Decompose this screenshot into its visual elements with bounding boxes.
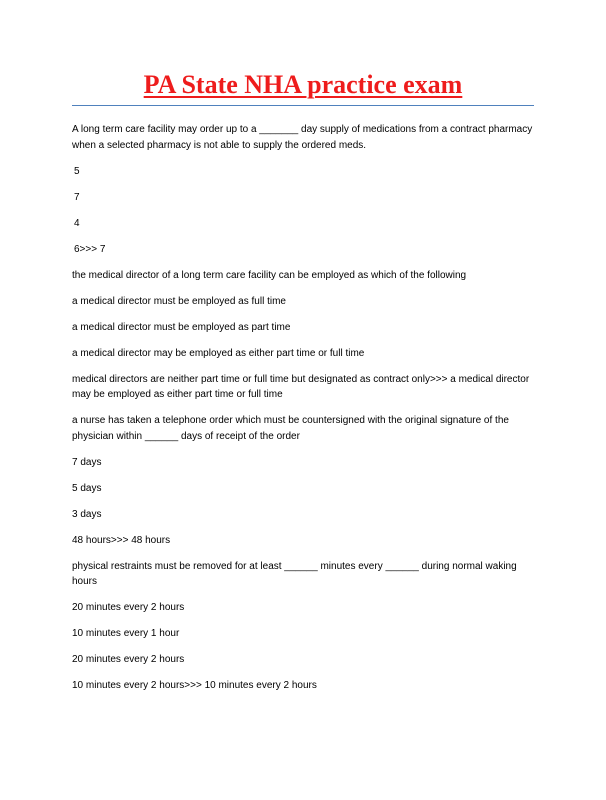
- question-3-option-3: 3 days: [72, 508, 102, 520]
- title-divider: [72, 105, 534, 106]
- question-3-prompt: a nurse has taken a telephone order which must be countersigned with the original signature of the physician within ______ days of receipt of the order: [72, 415, 512, 442]
- question-4-option-4-answer: 10 minutes every 2 hours>>> 10 minutes every 2 hours: [72, 680, 317, 691]
- question-1-prompt: A long term care facility may order up to a _______ day supply of medications from a contract pharmacy when a selected pharmacy is not able to supply the ordered meds.: [72, 124, 536, 151]
- question-3-option-4-answer: 48 hours>>> 48 hours: [72, 534, 171, 546]
- question-1-option-3: 4: [74, 217, 80, 229]
- question-list: [72, 122, 542, 704]
- question-1-option-4-answer: 6>>> 7: [74, 243, 106, 255]
- question-2-option-4-answer: medical directors are neither part time or full time but designated as contract only>>> a medical director may be employed as either part time or full time: [72, 373, 532, 400]
- question-2-option-2: a medical director must be employed as part time: [72, 321, 291, 333]
- document-title: PA State NHA practice exam: [143, 70, 463, 99]
- question-1-option-2: 7: [74, 191, 80, 203]
- question-3-option-2: 5 days: [72, 482, 102, 494]
- question-2-option-3: a medical director may be employed as either part time or full time: [72, 347, 365, 359]
- question-1-option-1: 5: [74, 165, 80, 177]
- question-4-prompt: physical restraints must be removed for at least ______ minutes every ______ during normal waking hours: [72, 560, 520, 587]
- question-2-prompt: the medical director of a long term care facility can be employed as which of the following: [72, 269, 467, 281]
- question-4-option-2: 10 minutes every 1 hour: [72, 628, 180, 639]
- question-3-option-1: 7 days: [72, 456, 102, 468]
- question-4-option-3: 20 minutes every 2 hours: [72, 654, 185, 665]
- question-2-option-1: a medical director must be employed as full time: [72, 295, 286, 307]
- question-4-option-1: 20 minutes every 2 hours: [72, 602, 185, 613]
